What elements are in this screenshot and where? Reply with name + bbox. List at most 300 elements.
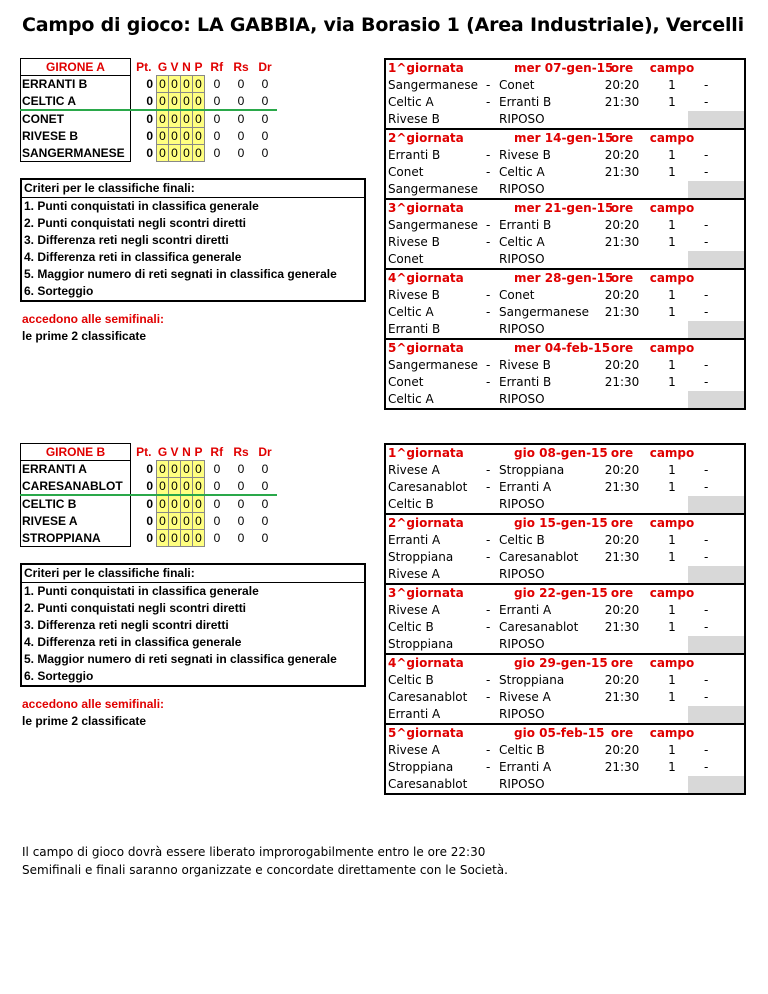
- match-time: 21:30: [604, 305, 640, 319]
- stat-cell: 0: [181, 145, 193, 162]
- round-date: gio 05-feb-15: [514, 726, 605, 740]
- riposo-label: RIPOSO: [499, 252, 545, 266]
- stat-cell: 0: [157, 93, 169, 111]
- riposo-row: [386, 706, 744, 723]
- stat-cell: 0: [181, 513, 193, 530]
- match-time: 21:30: [604, 375, 640, 389]
- match-row: [386, 147, 744, 164]
- stat-cell: 0: [261, 77, 269, 91]
- stat-cell: 0: [213, 514, 221, 528]
- stat-cell: 0: [169, 93, 181, 111]
- stat-cell: 0: [193, 76, 205, 93]
- round-label: 3^giornata: [388, 201, 464, 215]
- result-dash: -: [704, 358, 709, 372]
- stat-cell: 0: [261, 129, 269, 143]
- stat-cell: 0: [261, 531, 269, 545]
- match-field: 1: [668, 760, 676, 774]
- stat-cell: 0: [157, 76, 169, 93]
- result-dash: -: [704, 78, 709, 92]
- result-dash: -: [704, 288, 709, 302]
- stat-cell: 0: [157, 495, 169, 513]
- match-time: 21:30: [604, 760, 640, 774]
- team-name: RIVESE A: [21, 513, 131, 530]
- round-label: 2^giornata: [388, 516, 464, 530]
- stat-cell: 0: [193, 530, 205, 547]
- resting-team: Sangermanese: [388, 182, 478, 196]
- riposo-row: [386, 496, 744, 513]
- table-row: [21, 495, 278, 513]
- home-team: Erranti B: [388, 148, 441, 162]
- campo-header: campo: [649, 446, 695, 460]
- ore-header: ore: [610, 131, 634, 145]
- result-dash: -: [704, 375, 709, 389]
- match-time: 20:20: [604, 148, 640, 162]
- result-dash: -: [704, 463, 709, 477]
- home-team: Celtic A: [388, 305, 434, 319]
- match-row: [386, 759, 744, 776]
- result-dash: -: [704, 95, 709, 109]
- match-row: [386, 462, 744, 479]
- round-header: [386, 723, 744, 742]
- match-row: [386, 374, 744, 391]
- stat-cell: 0: [253, 93, 277, 111]
- round-label: 5^giornata: [388, 341, 464, 355]
- match-time: 21:30: [604, 165, 640, 179]
- separator-dash: -: [486, 603, 491, 617]
- stat-cell: 0: [261, 514, 269, 528]
- stat-cell: 0: [193, 93, 205, 111]
- ore-header: ore: [610, 726, 634, 740]
- group-name: GIRONE A: [21, 59, 131, 76]
- semifinal-label-b: accedono alle semifinali:: [22, 697, 165, 711]
- resting-team: Celtic B: [388, 497, 434, 511]
- stat-cell: 0: [181, 93, 193, 111]
- round-header: [386, 338, 744, 357]
- criteria-line: 5. Maggior numero di reti segnati in classifica generale: [24, 652, 337, 666]
- round-label: 3^giornata: [388, 586, 464, 600]
- stat-cell: 0: [229, 478, 253, 496]
- semifinal-text-a: le prime 2 classificate: [22, 329, 147, 343]
- footer-line: Semifinali e finali saranno organizzate e concordate direttamente con le Società.: [22, 863, 508, 877]
- points-cell: 0: [146, 531, 153, 545]
- stat-cell: 0: [213, 77, 221, 91]
- riposo-row: [386, 566, 744, 583]
- riposo-label: RIPOSO: [499, 637, 545, 651]
- table-row: [21, 93, 278, 111]
- away-team: Stroppiana: [499, 673, 565, 687]
- criteria-line: Criteri per le classifiche finali:: [22, 180, 364, 198]
- stat-cell: 0: [213, 462, 221, 476]
- schedule-a: [384, 58, 746, 410]
- points-cell: 0: [146, 514, 153, 528]
- column-header: V: [170, 59, 179, 74]
- column-header: Dr: [258, 445, 272, 459]
- home-team: Celtic B: [388, 620, 434, 634]
- round-header: [386, 198, 744, 217]
- grey-cell: [688, 391, 744, 408]
- separator-dash: -: [486, 673, 491, 687]
- stat-cell: 0: [193, 145, 205, 162]
- match-time: 21:30: [604, 620, 640, 634]
- campo-header: campo: [649, 341, 695, 355]
- round-date: mer 21-gen-15: [514, 201, 614, 215]
- round-date: mer 28-gen-15: [514, 271, 614, 285]
- match-time: 20:20: [604, 78, 640, 92]
- stat-cell: 0: [169, 478, 181, 496]
- stat-cell: 0: [181, 478, 193, 496]
- stat-cell: 0: [237, 129, 245, 143]
- result-dash: -: [704, 165, 709, 179]
- grey-cell: [688, 251, 744, 268]
- campo-header: campo: [649, 656, 695, 670]
- page-title: Campo di gioco: LA GABBIA, via Borasio 1 (Area Industriale), Vercelli: [22, 14, 744, 36]
- stat-cell: 0: [237, 112, 245, 127]
- stat-cell: 0: [169, 110, 181, 128]
- table-row: [21, 128, 278, 145]
- separator-dash: -: [486, 550, 491, 564]
- home-team: Caresanablot: [388, 690, 468, 704]
- away-team: Erranti A: [499, 480, 552, 494]
- ore-header: ore: [610, 516, 634, 530]
- criteria-box-b: [20, 563, 366, 687]
- match-time: 20:20: [604, 288, 640, 302]
- match-row: [386, 94, 744, 111]
- points-cell: 0: [131, 93, 157, 111]
- separator-dash: -: [486, 95, 491, 109]
- match-time: 21:30: [604, 235, 640, 249]
- footer-line: Il campo di gioco dovrà essere liberato improrogabilmente entro le ore 22:30: [22, 845, 486, 859]
- result-dash: -: [704, 218, 709, 232]
- match-field: 1: [668, 673, 676, 687]
- points-cell: 0: [131, 478, 157, 496]
- round-header: [386, 653, 744, 672]
- match-field: 1: [668, 463, 676, 477]
- campo-header: campo: [649, 516, 695, 530]
- match-field: 1: [668, 375, 676, 389]
- round-label: 2^giornata: [388, 131, 464, 145]
- round-header: [386, 445, 744, 462]
- team-name: CARESANABLOT: [21, 478, 131, 496]
- stat-cell: 0: [157, 110, 169, 128]
- campo-header: campo: [649, 131, 695, 145]
- campo-header: campo: [649, 271, 695, 285]
- column-header: N: [182, 444, 191, 459]
- ore-header: ore: [610, 201, 634, 215]
- stat-cell: 0: [261, 112, 269, 127]
- riposo-row: [386, 321, 744, 338]
- criteria-line: 3. Differenza reti negli scontri diretti: [24, 233, 229, 247]
- semifinal-text-b: le prime 2 classificate: [22, 714, 147, 728]
- stat-cell: 0: [213, 129, 221, 143]
- campo-header: campo: [649, 726, 695, 740]
- result-dash: -: [704, 533, 709, 547]
- table-row: [21, 110, 278, 128]
- grey-cell: [688, 321, 744, 338]
- points-cell: 0: [146, 497, 153, 512]
- away-team: Conet: [499, 78, 535, 92]
- separator-dash: -: [486, 743, 491, 757]
- home-team: Erranti A: [388, 533, 441, 547]
- table-row: [21, 145, 278, 162]
- round-label: 4^giornata: [388, 656, 464, 670]
- result-dash: -: [704, 673, 709, 687]
- result-dash: -: [704, 743, 709, 757]
- match-field: 1: [668, 165, 676, 179]
- away-team: Rivese B: [499, 358, 551, 372]
- criteria-line: 1. Punti conquistati in classifica generale: [24, 199, 259, 213]
- team-name: ERRANTI A: [21, 461, 131, 478]
- separator-dash: -: [486, 165, 491, 179]
- riposo-label: RIPOSO: [499, 777, 545, 791]
- match-field: 1: [668, 620, 676, 634]
- stat-cell: 0: [193, 495, 205, 513]
- away-team: Erranti B: [499, 95, 552, 109]
- away-team: Rivese A: [499, 690, 551, 704]
- separator-dash: -: [486, 533, 491, 547]
- stat-cell: 0: [237, 146, 245, 160]
- points-cell: 0: [146, 462, 153, 476]
- grey-cell: [688, 776, 744, 793]
- match-field: 1: [668, 480, 676, 494]
- stat-cell: 0: [169, 128, 181, 145]
- resting-team: Celtic A: [388, 392, 434, 406]
- resting-team: Rivese B: [388, 112, 440, 126]
- home-team: Sangermanese: [388, 358, 478, 372]
- away-team: Erranti A: [499, 760, 552, 774]
- stat-cell: 0: [169, 461, 181, 478]
- stat-cell: 0: [237, 497, 245, 512]
- match-field: 1: [668, 95, 676, 109]
- round-date: gio 08-gen-15: [514, 446, 608, 460]
- column-header: G: [157, 59, 168, 74]
- match-row: [386, 602, 744, 619]
- match-time: 20:20: [604, 603, 640, 617]
- column-header: Rs: [233, 445, 249, 459]
- stat-cell: 0: [213, 146, 221, 160]
- match-field: 1: [668, 148, 676, 162]
- match-time: 20:20: [604, 743, 640, 757]
- round-header: [386, 268, 744, 287]
- match-time: 20:20: [604, 673, 640, 687]
- away-team: Erranti B: [499, 375, 552, 389]
- away-team: Erranti A: [499, 603, 552, 617]
- standings-table-a: [20, 58, 277, 162]
- grey-cell: [688, 181, 744, 198]
- match-row: [386, 619, 744, 636]
- separator-dash: -: [486, 218, 491, 232]
- stat-cell: 0: [237, 77, 245, 91]
- table-row: [21, 478, 278, 496]
- separator-dash: -: [486, 78, 491, 92]
- match-time: 21:30: [604, 690, 640, 704]
- riposo-label: RIPOSO: [499, 497, 545, 511]
- round-label: 1^giornata: [388, 446, 464, 460]
- team-name: CELTIC A: [21, 93, 131, 111]
- column-header: V: [170, 444, 179, 459]
- separator-dash: -: [486, 760, 491, 774]
- match-row: [386, 234, 744, 251]
- result-dash: -: [704, 690, 709, 704]
- ore-header: ore: [610, 61, 634, 75]
- separator-dash: -: [486, 288, 491, 302]
- stat-cell: 0: [261, 462, 269, 476]
- away-team: Celtic A: [499, 235, 545, 249]
- match-row: [386, 304, 744, 321]
- match-field: 1: [668, 288, 676, 302]
- home-team: Rivese B: [388, 235, 440, 249]
- grey-cell: [688, 706, 744, 723]
- home-team: Caresanablot: [388, 480, 468, 494]
- result-dash: -: [704, 305, 709, 319]
- match-row: [386, 532, 744, 549]
- stat-cell: 0: [237, 462, 245, 476]
- stat-cell: 0: [181, 110, 193, 128]
- column-header: N: [182, 59, 191, 74]
- stat-cell: 0: [193, 478, 205, 496]
- round-header: [386, 513, 744, 532]
- riposo-label: RIPOSO: [499, 182, 545, 196]
- riposo-label: RIPOSO: [499, 707, 545, 721]
- grey-cell: [688, 111, 744, 128]
- away-team: Rivese B: [499, 148, 551, 162]
- resting-team: Erranti B: [388, 322, 441, 336]
- campo-header: campo: [649, 586, 695, 600]
- home-team: Rivese A: [388, 743, 440, 757]
- points-cell: 0: [146, 112, 153, 127]
- stat-cell: 0: [157, 128, 169, 145]
- round-header: [386, 583, 744, 602]
- criteria-line: 2. Punti conquistati negli scontri diretti: [24, 216, 247, 230]
- column-header: P: [194, 444, 203, 459]
- column-header: P: [194, 59, 203, 74]
- grey-cell: [688, 636, 744, 653]
- table-row: [21, 76, 278, 93]
- home-team: Rivese A: [388, 603, 440, 617]
- ore-header: ore: [610, 656, 634, 670]
- separator-dash: -: [486, 148, 491, 162]
- stat-cell: 0: [261, 497, 269, 512]
- separator-dash: -: [486, 463, 491, 477]
- schedule-b: [384, 443, 746, 795]
- resting-team: Stroppiana: [388, 637, 454, 651]
- match-row: [386, 549, 744, 566]
- match-field: 1: [668, 603, 676, 617]
- result-dash: -: [704, 550, 709, 564]
- stat-cell: 0: [193, 513, 205, 530]
- stat-cell: 0: [205, 478, 230, 496]
- stat-cell: 0: [169, 145, 181, 162]
- away-team: Stroppiana: [499, 463, 565, 477]
- stat-cell: 0: [157, 478, 169, 496]
- grey-cell: [688, 566, 744, 583]
- campo-header: campo: [649, 201, 695, 215]
- column-header: Pt.: [136, 445, 152, 459]
- match-field: 1: [668, 305, 676, 319]
- criteria-line: Criteri per le classifiche finali:: [22, 565, 364, 583]
- riposo-row: [386, 776, 744, 793]
- points-cell: 0: [146, 129, 153, 143]
- stat-cell: 0: [181, 495, 193, 513]
- match-field: 1: [668, 533, 676, 547]
- round-header: [386, 60, 744, 77]
- away-team: Celtic B: [499, 743, 545, 757]
- match-time: 20:20: [604, 533, 640, 547]
- semifinal-label-a: accedono alle semifinali:: [22, 312, 165, 326]
- team-name: CELTIC B: [21, 495, 131, 513]
- team-name: SANGERMANESE: [21, 145, 131, 162]
- column-header: Dr: [258, 60, 272, 74]
- result-dash: -: [704, 480, 709, 494]
- match-time: 20:20: [604, 463, 640, 477]
- criteria-line: 3. Differenza reti negli scontri diretti: [24, 618, 229, 632]
- home-team: Stroppiana: [388, 760, 454, 774]
- column-header: Rf: [210, 445, 224, 459]
- round-date: mer 07-gen-15: [514, 61, 614, 75]
- ore-header: ore: [610, 271, 634, 285]
- column-header: Rf: [210, 60, 224, 74]
- match-field: 1: [668, 235, 676, 249]
- away-team: Caresanablot: [499, 620, 579, 634]
- separator-dash: -: [486, 375, 491, 389]
- team-name: RIVESE B: [21, 128, 131, 145]
- home-team: Sangermanese: [388, 218, 478, 232]
- stat-cell: 0: [237, 514, 245, 528]
- match-row: [386, 77, 744, 94]
- points-cell: 0: [146, 77, 153, 91]
- match-field: 1: [668, 218, 676, 232]
- criteria-line: 6. Sorteggio: [24, 284, 94, 298]
- riposo-row: [386, 636, 744, 653]
- round-label: 4^giornata: [388, 271, 464, 285]
- stat-cell: 0: [213, 112, 221, 127]
- match-row: [386, 689, 744, 706]
- riposo-row: [386, 251, 744, 268]
- result-dash: -: [704, 620, 709, 634]
- riposo-label: RIPOSO: [499, 567, 545, 581]
- resting-team: Conet: [388, 252, 424, 266]
- away-team: Celtic B: [499, 533, 545, 547]
- home-team: Stroppiana: [388, 550, 454, 564]
- stat-cell: 0: [193, 128, 205, 145]
- separator-dash: -: [486, 480, 491, 494]
- stat-cell: 0: [253, 478, 277, 496]
- stat-cell: 0: [229, 93, 253, 111]
- criteria-line: 5. Maggior numero di reti segnati in classifica generale: [24, 267, 337, 281]
- team-name: STROPPIANA: [21, 530, 131, 547]
- match-row: [386, 217, 744, 234]
- stat-cell: 0: [181, 128, 193, 145]
- separator-dash: -: [486, 358, 491, 372]
- match-row: [386, 164, 744, 181]
- match-field: 1: [668, 358, 676, 372]
- table-row: [21, 461, 278, 478]
- team-name: ERRANTI B: [21, 76, 131, 93]
- round-date: gio 29-gen-15: [514, 656, 608, 670]
- round-date: mer 04-feb-15: [514, 341, 611, 355]
- campo-header: campo: [649, 61, 695, 75]
- riposo-row: [386, 111, 744, 128]
- home-team: Sangermanese: [388, 78, 478, 92]
- match-field: 1: [668, 690, 676, 704]
- riposo-label: RIPOSO: [499, 112, 545, 126]
- resting-team: Rivese A: [388, 567, 440, 581]
- stat-cell: 0: [169, 76, 181, 93]
- resting-team: Caresanablot: [388, 777, 468, 791]
- criteria-line: 6. Sorteggio: [24, 669, 94, 683]
- stat-cell: 0: [169, 513, 181, 530]
- away-team: Conet: [499, 288, 535, 302]
- match-row: [386, 287, 744, 304]
